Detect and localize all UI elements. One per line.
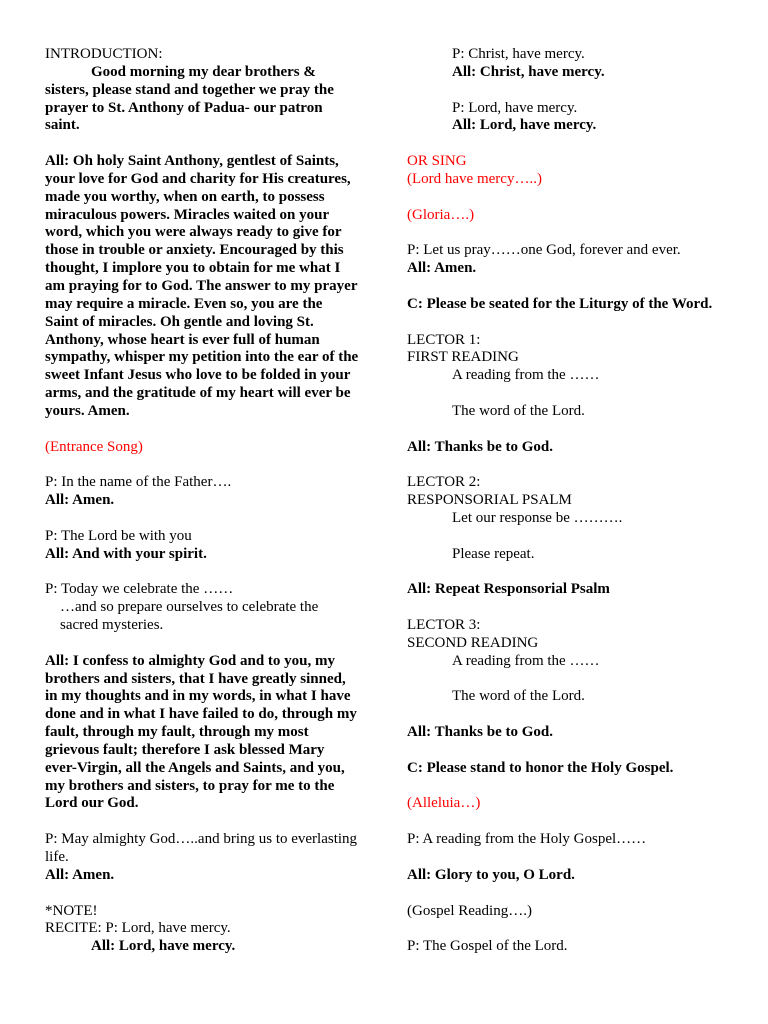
priest-line: …and so prepare ourselves to celebrate the bbox=[60, 599, 319, 616]
reading-title: FIRST READING bbox=[407, 349, 519, 366]
reading-title: RESPONSORIAL PSALM bbox=[407, 492, 572, 509]
priest-line: P: A reading from the Holy Gospel…… bbox=[407, 831, 647, 848]
psalm-repeat: Please repeat. bbox=[452, 545, 535, 562]
priest-line: P: Christ, have mercy. bbox=[452, 46, 585, 62]
congregation-response: All: Amen. bbox=[407, 260, 477, 277]
priest-line: P: Let us pray……one God, forever and ever. bbox=[407, 242, 681, 259]
right-column bbox=[407, 46, 752, 956]
prayer-line: miraculous powers. Miracles waited on your bbox=[45, 206, 330, 223]
prayer-line: sympathy, whisper my petition into the ear of the bbox=[45, 349, 359, 366]
gospel-reading-placeholder: (Gospel Reading….) bbox=[407, 902, 532, 919]
prayer-line: may require a miracle. Even so, you are the bbox=[45, 295, 323, 312]
lector-label: LECTOR 3: bbox=[407, 617, 481, 633]
congregation-response: All: Thanks be to God. bbox=[407, 724, 554, 741]
congregation-response: All: Amen. bbox=[45, 866, 115, 883]
or-sing-label: OR SING bbox=[407, 153, 467, 170]
confiteor-line: All: I confess to almighty God and to you, my bbox=[45, 652, 336, 669]
entrance-song-rubric: (Entrance Song) bbox=[45, 438, 143, 455]
confiteor-line: ever-Virgin, all the Angels and Saints, and you, bbox=[45, 759, 345, 776]
prayer-line: word, which you were always ready to give for bbox=[45, 224, 342, 241]
reading-intro: A reading from the …… bbox=[452, 652, 600, 669]
or-sing-rubric bbox=[407, 153, 752, 189]
recite-line: RECITE: P: Lord, have mercy. bbox=[45, 920, 231, 937]
prayer-line: yours. Amen. bbox=[45, 402, 130, 419]
commentator-instruction: C: Please stand to honor the Holy Gospel. bbox=[407, 759, 674, 776]
confiteor-line: Lord our God. bbox=[45, 795, 139, 812]
first-reading bbox=[407, 332, 752, 457]
reading-intro: A reading from the …… bbox=[452, 367, 600, 384]
congregation-response: All: And with your spirit. bbox=[45, 545, 207, 562]
priest-line: P: The Lord be with you bbox=[45, 527, 192, 544]
note-label: *NOTE! bbox=[45, 902, 98, 919]
introduction-line: sisters, please stand and together we pray the bbox=[45, 81, 334, 98]
second-reading bbox=[407, 617, 752, 742]
prayer-to-st-anthony bbox=[45, 153, 385, 421]
introduction-heading: INTRODUCTION: bbox=[45, 46, 163, 62]
confiteor-line: my brothers and sisters, to pray for me to the bbox=[45, 777, 335, 794]
lector-label: LECTOR 1: bbox=[407, 331, 481, 348]
prayer-line: sweet Infant Jesus who love to be folded in your bbox=[45, 367, 351, 384]
introduction-rite bbox=[45, 581, 385, 635]
gospel bbox=[407, 831, 752, 956]
commentator-instruction: C: Please be seated for the Liturgy of the Word. bbox=[407, 295, 713, 312]
lector-label: LECTOR 2: bbox=[407, 474, 481, 491]
introduction-line: prayer to St. Anthony of Padua- our patron bbox=[45, 99, 323, 116]
collect bbox=[407, 242, 752, 278]
confiteor-line: done and in what I have failed to do, through my bbox=[45, 706, 357, 723]
confiteor-line: fault, through my fault, through my most bbox=[45, 724, 309, 741]
prayer-line: thought, I implore you to obtain for me what I bbox=[45, 260, 341, 277]
congregation-response: All: Thanks be to God. bbox=[407, 438, 554, 455]
responsorial-psalm bbox=[407, 474, 752, 599]
confiteor-line: brothers and sisters, that I have greatly sinned, bbox=[45, 670, 346, 687]
song-rubric: (Lord have mercy…..) bbox=[407, 170, 542, 187]
priest-line: life. bbox=[45, 848, 69, 865]
kyrie-christ bbox=[407, 46, 752, 82]
sign-of-cross bbox=[45, 474, 385, 510]
congregation-response: All: Amen. bbox=[45, 492, 115, 509]
congregation-response: All: Glory to you, O Lord. bbox=[407, 866, 575, 883]
confiteor-line: grievous fault; therefore I ask blessed Mary bbox=[45, 741, 325, 758]
prayer-line: Saint of miracles. Oh gentle and loving St. bbox=[45, 313, 314, 330]
priest-line: P: The Gospel of the Lord. bbox=[407, 938, 568, 955]
priest-line: P: In the name of the Father…. bbox=[45, 474, 232, 491]
priest-line: P: May almighty God…..and bring us to everlasting bbox=[45, 831, 358, 848]
gloria-rubric: (Gloria….) bbox=[407, 206, 475, 223]
congregation-response: All: Lord, have mercy. bbox=[91, 938, 236, 955]
introduction-section bbox=[45, 46, 385, 135]
introduction-line: saint. bbox=[45, 117, 80, 134]
confiteor-line: in my thoughts and in my words, in what I have bbox=[45, 688, 351, 705]
prayer-line: made you worthy, when on earth, to possess bbox=[45, 188, 325, 205]
prayer-line: Anthony, whose heart is ever full of human bbox=[45, 331, 320, 348]
confiteor bbox=[45, 653, 385, 814]
prayer-line: am praying for to God. The answer to my prayer bbox=[45, 277, 358, 294]
left-column bbox=[45, 46, 385, 956]
absolution bbox=[45, 831, 385, 885]
priest-line: P: Today we celebrate the …… bbox=[45, 581, 234, 598]
reading-conclusion: The word of the Lord. bbox=[452, 402, 585, 419]
reading-conclusion: The word of the Lord. bbox=[452, 688, 585, 705]
congregation-response: All: Repeat Responsorial Psalm bbox=[407, 581, 610, 598]
prayer-line: arms, and the gratitude of my heart will ever be bbox=[45, 385, 351, 402]
priest-line: P: Lord, have mercy. bbox=[452, 99, 578, 116]
prayer-line: those in trouble or anxiety. Encouraged by this bbox=[45, 242, 344, 259]
congregation-response: All: Christ, have mercy. bbox=[452, 63, 605, 80]
priest-line: sacred mysteries. bbox=[60, 617, 164, 633]
psalm-intro: Let our response be ………. bbox=[452, 509, 623, 526]
kyrie-lord bbox=[407, 100, 752, 136]
alleluia-rubric: (Alleluia…) bbox=[407, 795, 481, 812]
introduction-line: Good morning my dear brothers & bbox=[91, 63, 316, 80]
prayer-line: your love for God and charity for His creatures, bbox=[45, 170, 351, 187]
prayer-line: All: Oh holy Saint Anthony, gentlest of Saints, bbox=[45, 153, 339, 170]
congregation-response: All: Lord, have mercy. bbox=[452, 117, 597, 134]
reading-title: SECOND READING bbox=[407, 634, 539, 651]
kyrie-recite bbox=[45, 903, 385, 957]
greeting bbox=[45, 528, 385, 564]
